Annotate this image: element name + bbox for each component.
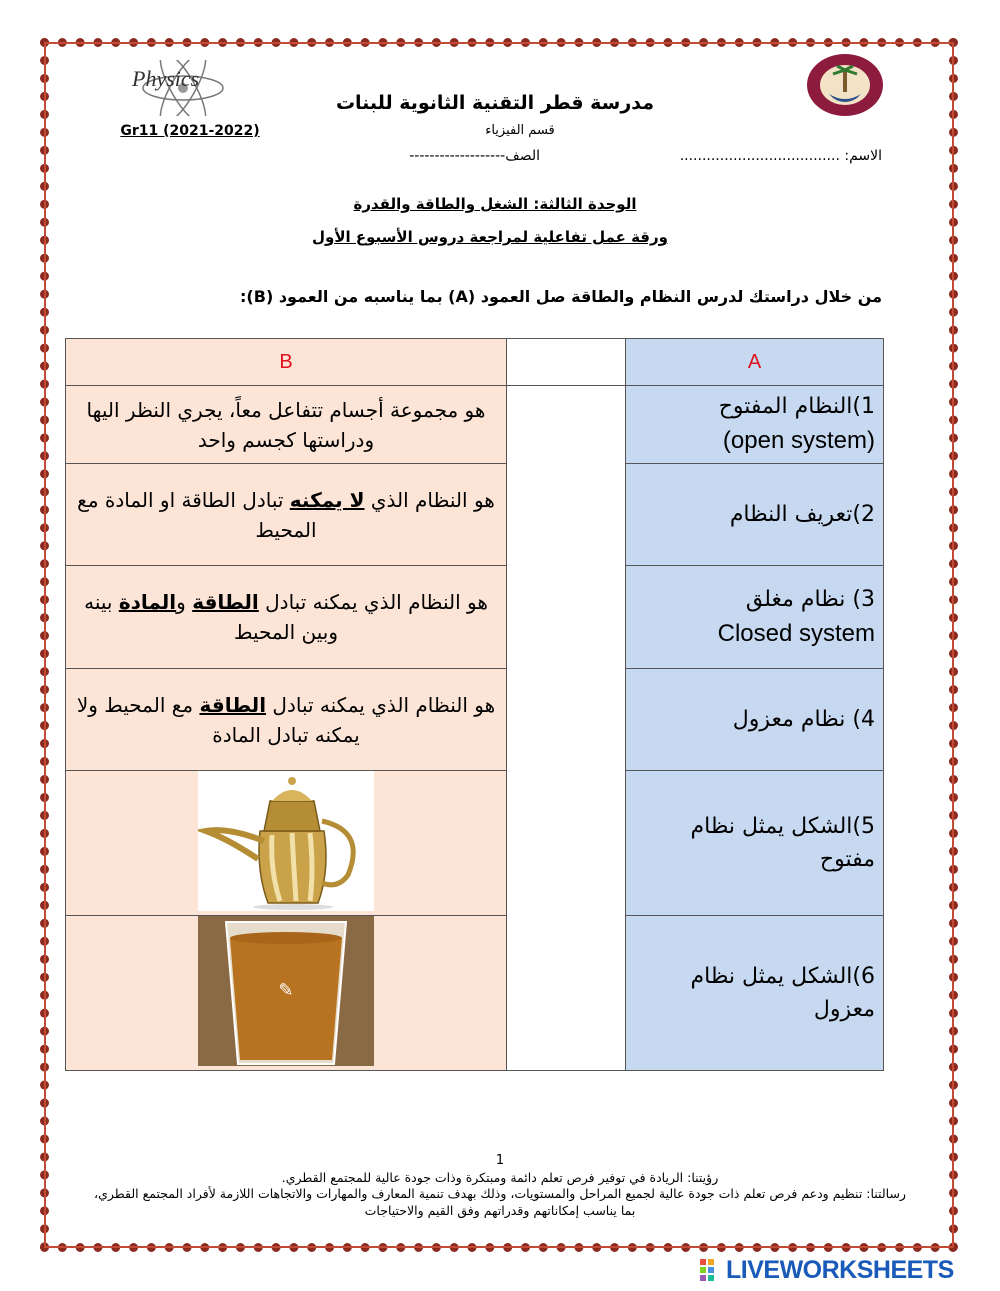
option-b-3[interactable]: هو النظام الذي يمكنه تبادل الطاقة والمادة بينه وبين المحيط [66, 566, 507, 669]
item-a-4: 4) نظام معزول [626, 669, 884, 771]
student-name-field[interactable]: الاسم: .................................... [679, 148, 882, 164]
liveworksheets-wordmark: LIVEWORKSHEETS [726, 1256, 954, 1284]
item-a-5: 5)الشكل يمثل نظام مفتوح [626, 771, 884, 916]
karak-tea-glass-image [198, 916, 374, 1066]
grade-year: Gr11 (2021-2022) [120, 123, 260, 139]
column-b-header: B [66, 339, 507, 386]
mission-statement: رسالتنا: تنظيم ودعم فرص تعلم ذات جودة عالية لجميع المراحل والمستويات، وذلك بهدف تنمية المعارف والمهارات والاتجاهات اللازمة لأفراد المجتمع القطري، بما يناسب إمكاناتهم وقدراتهم وفق القيم والاحتياجات [94, 1186, 906, 1219]
page-footer [90, 1152, 910, 1220]
physics-logo-text: Physics [132, 66, 200, 91]
table-row [66, 669, 884, 771]
liveworksheets-icon [700, 1259, 722, 1283]
option-b-5[interactable] [66, 771, 507, 916]
item-a-6: 6)الشكل يمثل نظام معزول [626, 916, 884, 1071]
column-a-header: A [626, 339, 884, 386]
item-a-3: 3) نظام مغلق Closed system [626, 566, 884, 669]
option-b-6[interactable] [66, 916, 507, 1071]
ministry-emblem-logo [805, 52, 885, 118]
dallah-coffee-pot-image [198, 771, 374, 911]
unit-title: الوحدة الثالثة: الشغل والطاقة والقدرة [353, 195, 637, 213]
page-number: 1 [495, 1153, 505, 1168]
drop-zone-header [507, 339, 626, 386]
department-name: قسم الفيزياء [485, 123, 555, 138]
table-row [66, 386, 884, 464]
item-a-2: 2)تعريف النظام [626, 464, 884, 566]
matching-table [65, 338, 884, 1071]
item-a-1: 1)النظام المفتوح (open system) [626, 386, 884, 464]
instruction-text: من خلال دراستك لدرس النظام والطاقة صل العمود (A) بما يناسبه من العمود (B): [240, 287, 882, 306]
vision-statement: رؤيتنا: الريادة في توفير فرص تعلم دائمة ومبتكرة وذات جودة عالية للمجتمع القطري. [281, 1169, 719, 1185]
liveworksheets-branding [700, 1256, 995, 1286]
option-b-1[interactable]: هو مجموعة أجسام تتفاعل معاً، يجري النظر اليها ودراستها كجسم واحد [66, 386, 507, 464]
option-b-4[interactable]: هو النظام الذي يمكنه تبادل الطاقة مع المحيط ولا يمكنه تبادل المادة [66, 669, 507, 771]
school-name: مدرسة قطر التقنية الثانوية للبنات [335, 92, 655, 114]
class-field[interactable]: الصف------------------- [409, 148, 540, 164]
worksheet-title: ورقة عمل تفاعلية لمراجعة دروس الأسبوع الأول [312, 228, 668, 246]
physics-logo [128, 60, 238, 116]
table-row [66, 566, 884, 669]
svg-text:✎: ✎ [278, 980, 294, 1001]
table-row [66, 916, 884, 1071]
table-row [66, 771, 884, 916]
option-b-2[interactable]: هو النظام الذي لا يمكنه تبادل الطاقة او المادة مع المحيط [66, 464, 507, 566]
table-header-row [66, 339, 884, 386]
matching-drop-zone[interactable] [507, 386, 626, 1071]
table-row [66, 464, 884, 566]
